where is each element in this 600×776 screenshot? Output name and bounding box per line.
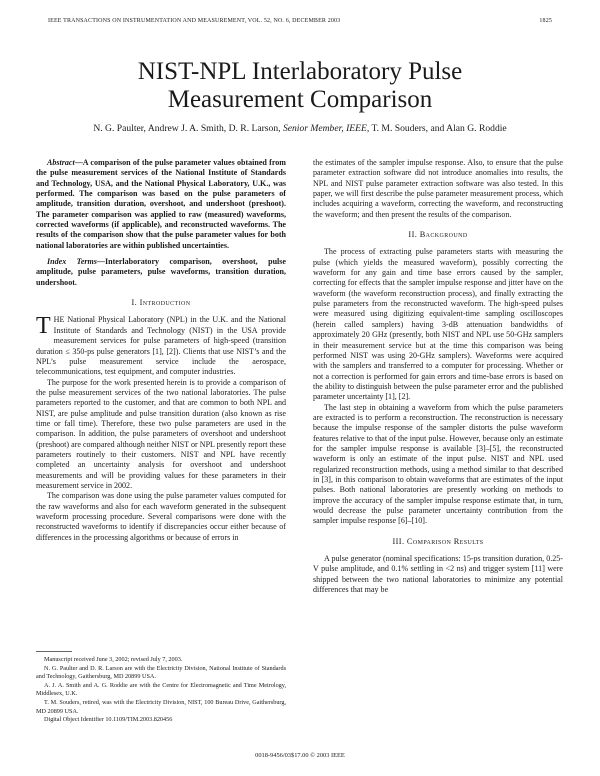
index-terms-body: —Interlaboratory comparison, overshoot, pulse amplitude, pulse parameters, pulse waveforms, transition duration, undershoot. [36, 257, 286, 287]
intro-paragraph-2: The purpose for the work presented herein is to provide a comparison of the pulse measurement services of the two national laboratories. The pulse parameters reported to the customer, and that are common to both NPL and NIST, are pulse amplitude and pulse transition duration (also known as rise time or fall time). Therefore, these two pulse parameters are used in the comparison. In addition, the pulse parameters of overshoot and undershoot (preshoot) are compared although neither NIST or NPL presently report these parameters routinely to their customers. NIST and NPL have recently completed an uncertainty analysis for overshoot and undershoot measurements and will be providing values for these parameters in their measurement service in 2002. [36, 377, 286, 490]
paper-title [40, 58, 560, 114]
footnote-affiliation-3: T. M. Souders, retired, was with the Electricity Division, NIST, 100 Bureau Drive, Gaithersburg, MD 20899 USA. [36, 698, 286, 715]
journal-name: IEEE TRANSACTIONS ON INSTRUMENTATION AND MEASUREMENT, VOL. 52, NO. 6, DECEMBER 2003 [48, 18, 341, 24]
section-heading-results: III. Comparison Results [392, 536, 484, 546]
authors-part-2: , T. M. Souders, and Alan G. Roddie [366, 123, 507, 134]
drop-cap: T [36, 313, 51, 340]
intro-continuation: the estimates of the sampler impulse response. Also, to ensure that the pulse parameter extraction software did not introduce anomalies into results, the NPL and NIST pulse parameter extraction software was also tested. In this paper, we will first describe the pulse parameter measurement process, which includes acquiring a waveform, correcting the waveform, and reconstructing the waveform; and then present the results of the comparison. [313, 158, 563, 219]
author-list [40, 123, 560, 135]
background-paragraph-1: The process of extracting pulse parameters starts with measuring the pulse (which yields the measured waveform), possibly correcting the waveform for any gain and time base errors caused by the sampler, correcting for effects that the sampler impulse response and jitter have on the waveform (the waveform reconstruction process), and finally extracting the pulse parameters from the reconstructed waveform. The high-speed pulses were measured using digitizing equivalent-time sampling oscilloscopes (herein called samplers) having 3-dB attenuation bandwidths of approximately 20 GHz (presently, both NIST and NPL use 50-GHz samplers in their measurement service but at the time this comparison was being performed NIST was using 20-GHz samplers). Waveforms were acquired with the samplers and transferred to a computer for processing. Whether or not a correction is performed for gain errors and time-base errors is based on the ability to distinguish between the pulse parameter error and the published parameter uncertainty [1], [2]. [313, 247, 563, 402]
section-heading-introduction: I. Introduction [131, 298, 191, 308]
right-column [313, 158, 563, 595]
authors-part-1: N. G. Paulter, Andrew J. A. Smith, D. R. Larson, [93, 123, 283, 134]
footnote-affiliation-1: N. G. Paulter and D. R. Larson are with the Electricity Division, National Institute of Standards and Technology, Gaithersburg, MD 20899 USA. [36, 664, 286, 681]
index-terms [36, 257, 286, 288]
left-column [36, 158, 286, 543]
section-heading-background: II. Background [408, 230, 468, 240]
page-number: 1825 [539, 18, 552, 24]
abstract [36, 158, 286, 251]
index-terms-label: Index Terms [47, 257, 97, 267]
abstract-body: —A comparison of the pulse parameter values obtained from the pulse measurement services of the National Institute of Standards and Technology, USA, and the National Physical Laboratory, U.K., was performed. The comparison was based on the pulse parameters of amplitude, transition duration, overshoot, and undershoot (preshoot). The parameter comparison was applied to raw (measured) waveforms, corrected waveforms (if applicable), and reconstructed waveforms. The results of the comparison show that the pulse parameter values for both national laboratories are within published uncertainties. [36, 158, 286, 250]
footnote-rule [36, 651, 72, 652]
authors-membership: Senior Member, IEEE [282, 123, 367, 134]
results-paragraph-1: A pulse generator (nominal specifications: 15-ps transition duration, 0.25-V pulse amplitude, and 0.1% settling in <2 ns) and trigger system [11] were shipped between the two national laboratories to minimize any potential differences that may be [313, 554, 563, 595]
title-block [40, 58, 560, 135]
intro-paragraph-1-text: HE National Physical Laboratory (NPL) in the U.K. and the National Institute of Standards and Technology (NIST) in the USA provide measurement services for pulse parameters of high-speed (transition duration ≤ 350-ps pulse generators [1], [2]). Clients that use NIST’s and the NPL’s pulse measurement service include the aerospace, telecommunications, test equipment, and computer industries. [36, 315, 286, 377]
running-header [48, 18, 552, 28]
title-line-1: NIST-NPL Interlaboratory Pulse [137, 58, 463, 85]
footnote-affiliation-2: A. J. A. Smith and A. G. Roddie are with the Centre for Electromagnetic and Time Metrology, Middlesex, U.K. [36, 681, 286, 698]
intro-paragraph-1 [36, 315, 286, 377]
background-paragraph-2: The last step in obtaining a waveform from which the pulse parameters are extracted is to perform a reconstruction. The reconstruction is necessary because the impulse response of the sampler distorts the pulse waveform features relative to that of the input pulse. However, because only an estimate for the sampler impulse response is available [3]–[5], the reconstructed waveform is only an estimate of the input pulse. NIST and NPL used regularized reconstruction methods, using a method similar to that described in [3], in this comparison to obtain waveforms that are estimates of the input pulses. Both national laboratories are presently working on methods to improve the accuracy of the sampler impulse response estimate that, in turn, would decrease the pulse parameter uncertainty contribution from the sampler impulse response [6]–[10]. [313, 402, 563, 526]
copyright-footer: 0018-9456/03$17.00 © 2003 IEEE [255, 752, 345, 759]
abstract-label: Abstract [47, 158, 75, 167]
footnote-doi: Digital Object Identifier 10.1109/TIM.2003.820456 [44, 716, 173, 724]
title-line-2: Measurement Comparison [167, 86, 433, 113]
footnote-received: Manuscript received June 3, 2002; revised July 7, 2003. [44, 656, 183, 663]
intro-paragraph-3: The comparison was done using the pulse parameter values computed for the raw waveforms and also for each waveform generated in the subsequent waveform processing procedure. Several comparisons were done with the reconstructed waveforms to identify if discrepancies occur either because of differences in the processing algorithms or because of errors in [36, 491, 286, 542]
footnotes [36, 651, 286, 725]
